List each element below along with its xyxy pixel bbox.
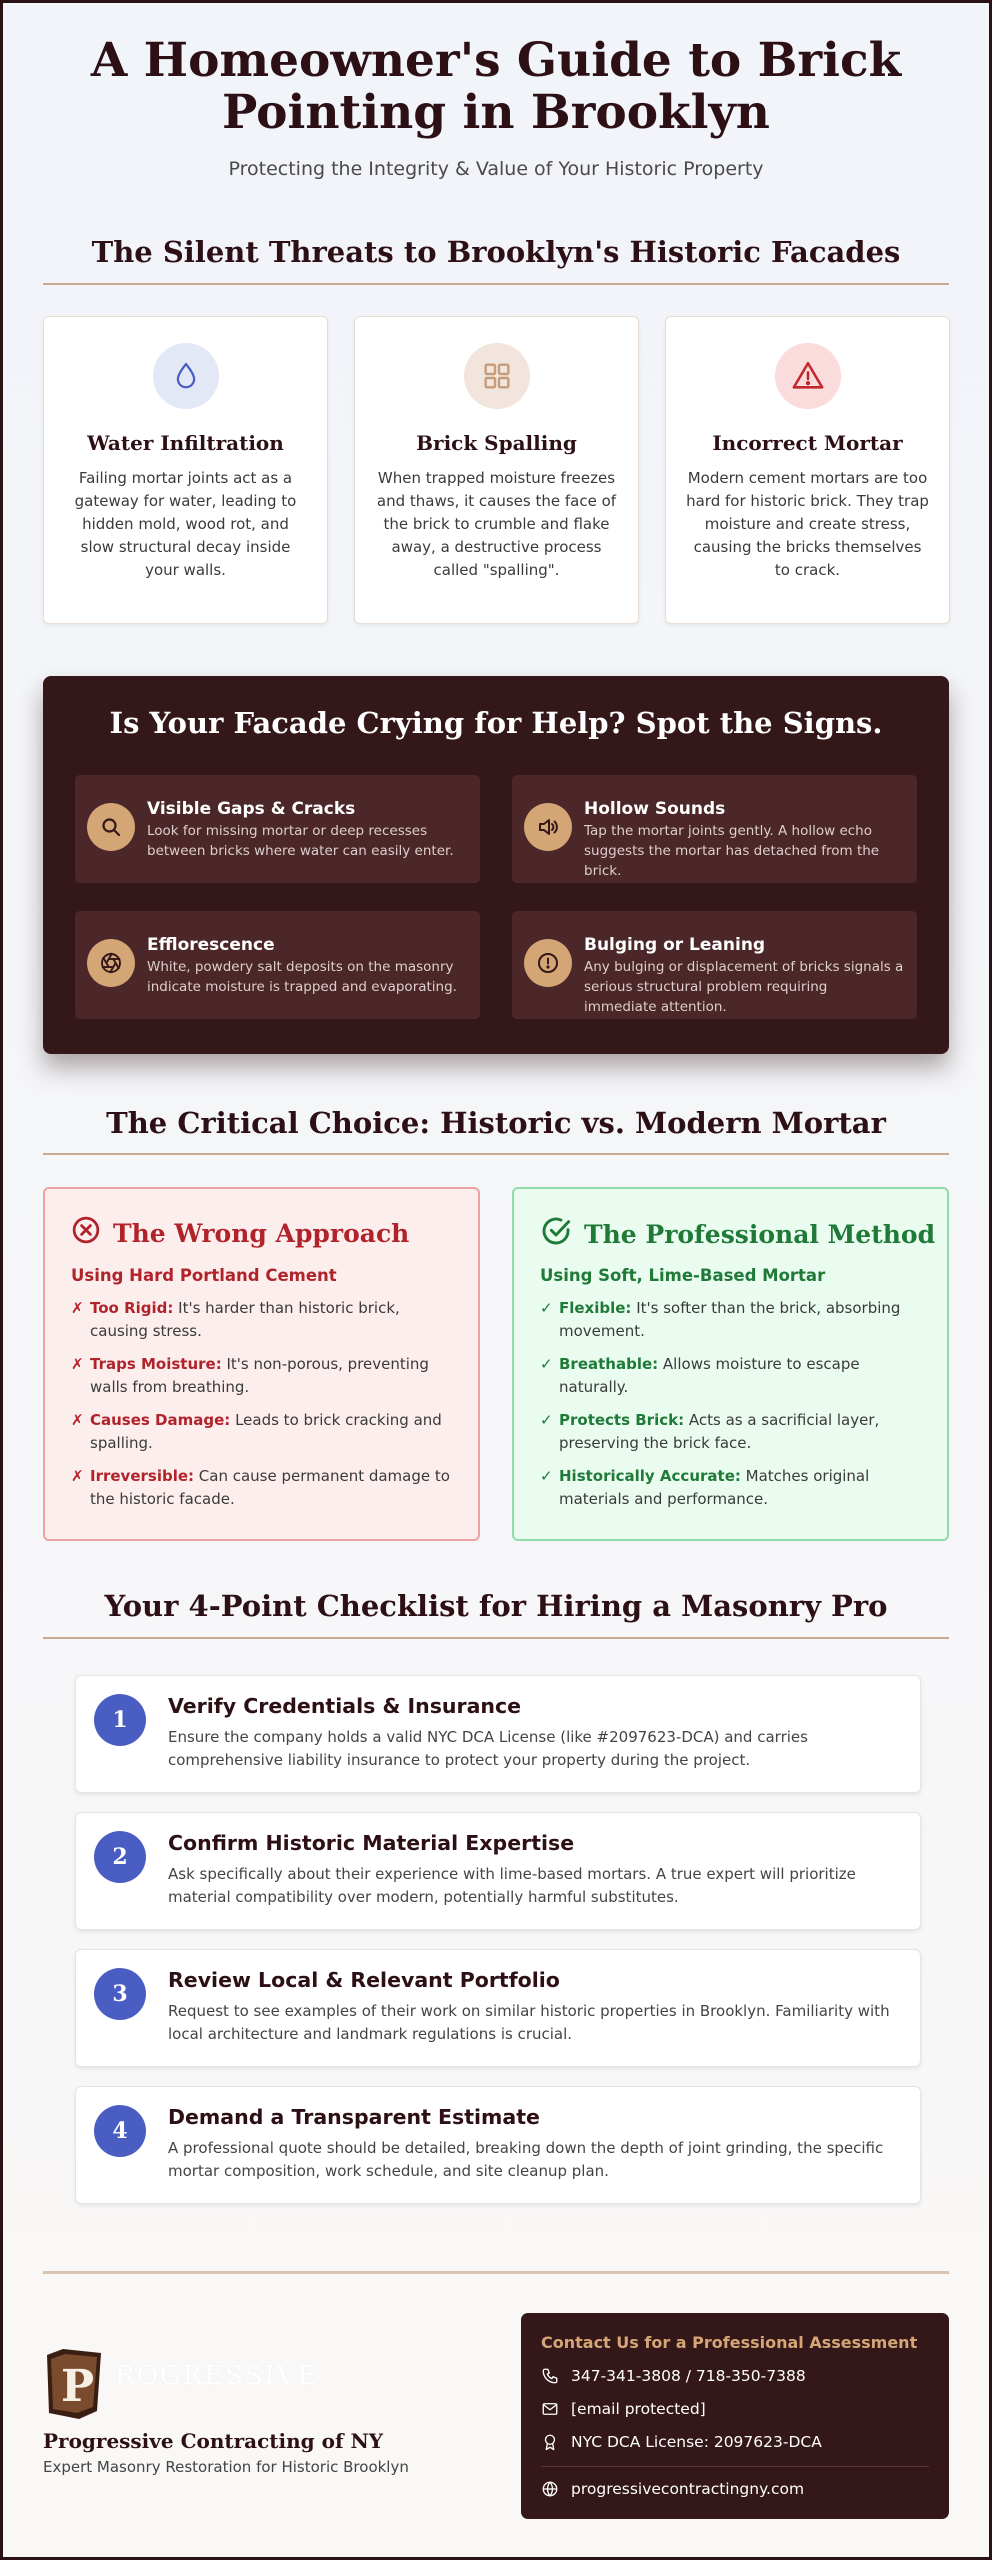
threat-text: When trapped moisture freezes and thaws, it causes the face of the brick to crumble and flake away, a destructive process called "spalling".: [376, 469, 617, 579]
checklist-step-1: [75, 1675, 921, 1793]
magnifier-icon: [87, 803, 135, 851]
sign-text: White, powdery salt deposits on the masonry indicate moisture is trapped and evaporating.: [147, 959, 457, 995]
threat-card-water: [43, 316, 328, 624]
warning-triangle-icon: [775, 343, 841, 409]
contact-website[interactable]: progressivecontractingny.com: [541, 2480, 804, 2498]
sign-text: Any bulging or displacement of bricks signals a serious structural problem requiring immediate attention.: [584, 959, 904, 1015]
professional-method-card: [512, 1187, 949, 1541]
threat-text: Failing mortar joints act as a gateway for water, leading to hidden mold, wood rot, and slow structural decay inside your walls.: [74, 469, 297, 579]
sign-title: Bulging or Leaning: [584, 935, 766, 955]
sign-text: Tap the mortar joints gently. A hollow echo suggests the mortar has detached from the brick.: [584, 823, 880, 879]
list-item: ✓ Breathable: Allows moisture to escape naturally.: [540, 1355, 860, 1396]
list-item: ✓ Flexible: It's softer than the brick, absorbing movement.: [540, 1299, 901, 1340]
step-text: Ensure the company holds a valid NYC DCA License (like #2097623-DCA) and carries comprehensive liability insurance to protect your property during the project.: [168, 1728, 808, 1769]
threats-heading: The Silent Threats to Brooklyn's Historic Facades: [91, 235, 901, 269]
company-tagline: Expert Masonry Restoration for Historic Brooklyn: [43, 2458, 409, 2476]
sign-efflorescence: [75, 911, 480, 1019]
contact-box: [521, 2313, 949, 2519]
contact-email[interactable]: [email protected]: [541, 2400, 706, 2418]
checklist-step-4: [75, 2086, 921, 2204]
section-divider: [43, 283, 949, 285]
step-title: Demand a Transparent Estimate: [168, 2105, 540, 2129]
list-item: ✗ Irreversible: Can cause permanent damage to the historic facade.: [71, 1467, 450, 1508]
threat-card-spalling: [354, 316, 639, 624]
alert-circle-icon: [524, 939, 572, 987]
signs-heading: Is Your Facade Crying for Help? Spot the Signs.: [109, 706, 883, 740]
globe-icon: [541, 2480, 559, 2498]
sign-bulging: [512, 911, 917, 1019]
professional-method-title: The Professional Method: [584, 1219, 936, 1249]
contact-divider: [541, 2466, 929, 2467]
award-icon: [541, 2433, 559, 2451]
threat-text: Modern cement mortars are too hard for historic brick. They trap moisture and create stress, causing the bricks themselves to crack.: [686, 469, 929, 579]
checklist-step-3: [75, 1949, 921, 2067]
step-text: Request to see examples of their work on similar historic properties in Brooklyn. Familiarity with local architecture and landmark regulations is crucial.: [168, 2002, 890, 2043]
svg-text:P: P: [61, 2361, 95, 2412]
logo-wordmark: ROGRESSIVE: [115, 2361, 319, 2391]
page-title: A Homeowner's Guide to Brick Pointing in Brooklyn: [90, 33, 902, 140]
section-divider: [43, 1153, 949, 1155]
step-number: 3: [94, 1968, 146, 2020]
step-text: Ask specifically about their experience with lime-based mortars. A true expert will prioritize material compatibility over modern, potentially harmful substitutes.: [168, 1865, 856, 1906]
speaker-icon: [524, 803, 572, 851]
wrong-approach-subtitle: Using Hard Portland Cement: [71, 1266, 337, 1285]
step-title: Confirm Historic Material Expertise: [168, 1831, 575, 1855]
step-title: Review Local & Relevant Portfolio: [168, 1968, 560, 1992]
professional-method-list: [540, 1297, 925, 1521]
list-item: ✓ Historically Accurate: Matches original materials and performance.: [540, 1467, 870, 1508]
step-number: 1: [94, 1694, 146, 1746]
step-number: 2: [94, 1831, 146, 1883]
threat-card-mortar: [665, 316, 950, 624]
sign-title: Hollow Sounds: [584, 799, 726, 819]
list-item: ✗ Traps Moisture: It's non-porous, preventing walls from breathing.: [71, 1355, 429, 1396]
sign-title: Efflorescence: [147, 935, 275, 955]
sign-hollow-sounds: [512, 775, 917, 883]
step-number: 4: [94, 2105, 146, 2157]
grid-squares-icon: [464, 343, 530, 409]
phone-icon: [541, 2367, 559, 2385]
wrong-approach-card: [43, 1187, 480, 1541]
section-divider: [43, 1637, 949, 1639]
step-title: Verify Credentials & Insurance: [168, 1694, 522, 1718]
wrong-approach-list: [71, 1297, 456, 1521]
company-name: Progressive Contracting of NY: [43, 2429, 384, 2453]
list-item: ✓ Protects Brick: Acts as a sacrificial layer, preserving the brick face.: [540, 1411, 880, 1452]
contact-heading: Contact Us for a Professional Assessment: [541, 2333, 918, 2352]
checklist-step-2: [75, 1812, 921, 1930]
professional-method-subtitle: Using Soft, Lime-Based Mortar: [540, 1266, 826, 1285]
threat-title: Brick Spalling: [416, 431, 577, 455]
envelope-icon: [541, 2400, 559, 2418]
water-drop-icon: [153, 343, 219, 409]
page-subtitle: Protecting the Integrity & Value of Your Historic Property: [228, 158, 764, 180]
signs-panel: [43, 676, 949, 1054]
list-item: ✗ Causes Damage: Leads to brick cracking and spalling.: [71, 1411, 442, 1452]
check-circle-icon: [540, 1215, 572, 1253]
list-item: ✗ Too Rigid: It's harder than historic brick, causing stress.: [71, 1299, 400, 1340]
sign-gaps-cracks: [75, 775, 480, 883]
wrong-approach-title: The Wrong Approach: [113, 1218, 410, 1248]
sign-title: Visible Gaps & Cracks: [147, 799, 356, 819]
sign-text: Look for missing mortar or deep recesses between bricks where water can easily enter.: [147, 823, 454, 859]
aperture-icon: [87, 939, 135, 987]
contact-license: NYC DCA License: 2097623-DCA: [541, 2433, 822, 2451]
threat-title: Water Infiltration: [87, 431, 284, 455]
threat-title: Incorrect Mortar: [712, 431, 903, 455]
contact-phone[interactable]: 347-341-3808 / 718-350-7388: [541, 2367, 806, 2385]
step-text: A professional quote should be detailed, breaking down the depth of joint grinding, the specific mortar composition, work schedule, and site cleanup plan.: [168, 2139, 884, 2180]
checklist-heading: Your 4-Point Checklist for Hiring a Masonry Pro: [104, 1589, 888, 1623]
footer-divider: [43, 2271, 949, 2274]
comparison-heading: The Critical Choice: Historic vs. Modern Mortar: [106, 1106, 886, 1140]
company-logo: [43, 2349, 105, 2419]
x-circle-icon: [71, 1215, 101, 1251]
